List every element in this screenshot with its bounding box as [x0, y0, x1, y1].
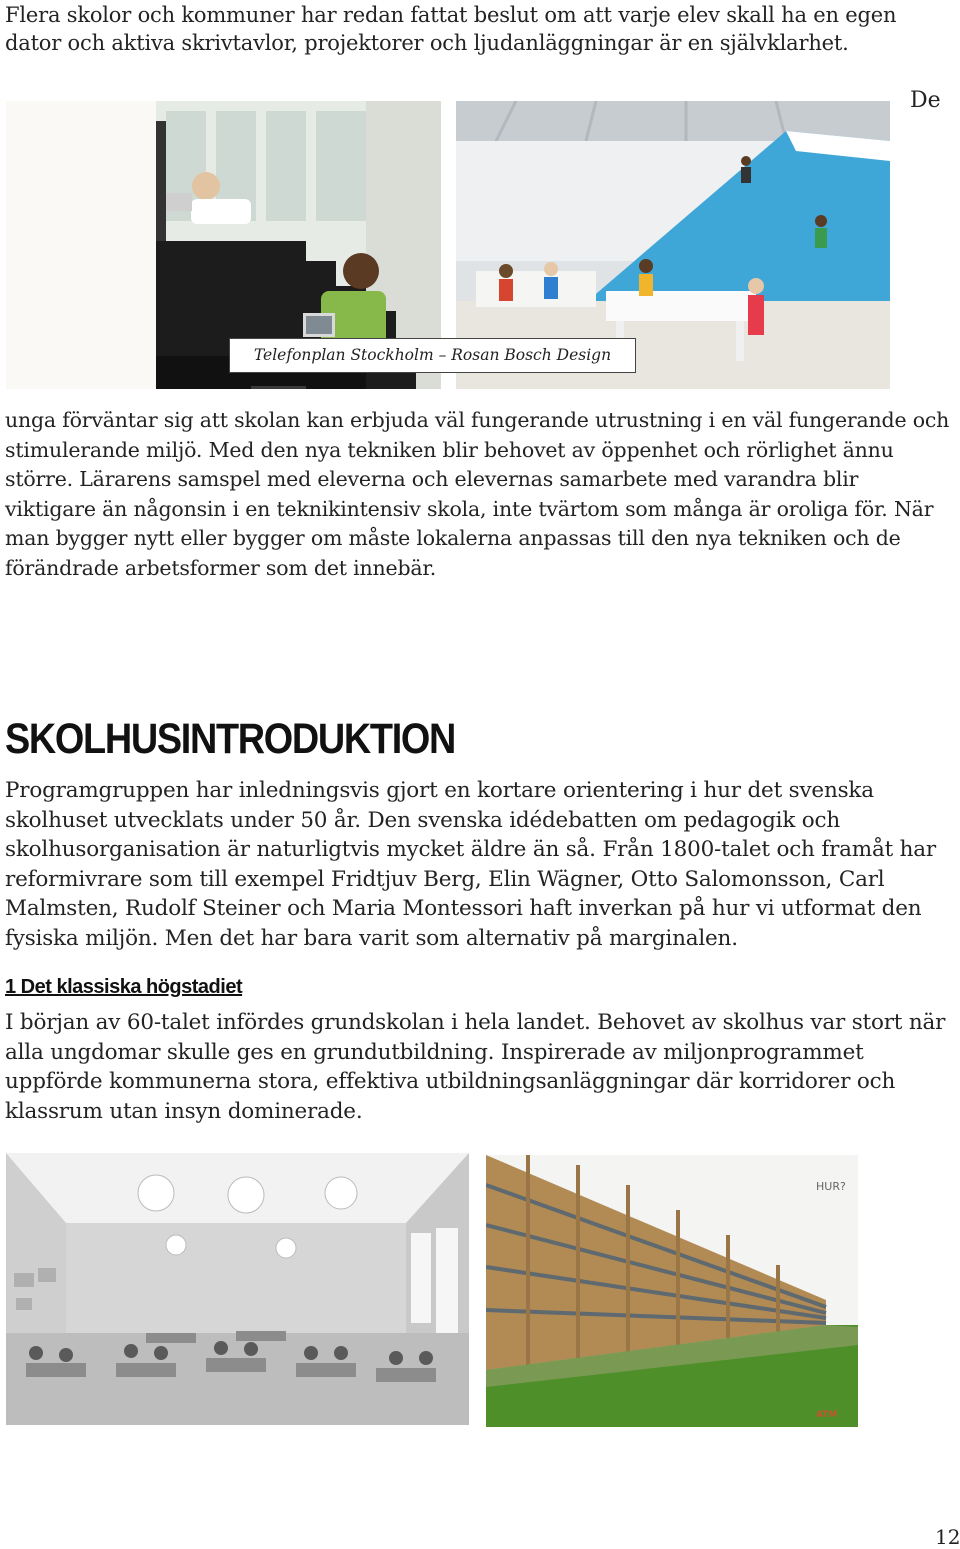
photo-historic-classroom	[6, 1153, 469, 1425]
body-paragraph-2: Programgruppen har inledningsvis gjort en kortare orientering i hur det svenska skolhuset utvecklats under 50 år. Den svenska idédebatten om pedagogik och skolhusorganisation är naturligtvis mycket äldre än så. Från 1800-talet och framåt har reformivrare som till exempel Fridtjuv Berg, Elin Wägner, Otto Salomonsson, Carl Malmsten, Rudolf Steiner och Maria Montessori haft inverkan på hur vi utformat den fysiska miljön. Men det har bara varit som alternativ på marginalen.	[5, 778, 936, 951]
page-number: 12	[935, 1525, 960, 1549]
subsection-heading: 1 Det klassiska högstadiet	[5, 976, 243, 998]
intro-paragraph: Flera skolor och kommuner har redan fattat beslut om att varje elev skall ha en egen dator och aktiva skrivtavlor, projektorer och ljudanläggningar är en självklarhet.	[5, 3, 897, 55]
section-heading: SKOLHUSINTRODUKTION	[5, 715, 456, 763]
body-paragraph-1: unga förväntar sig att skolan kan erbjuda väl fungerande utrustning i en väl fungerande och stimulerande miljö. Med den nya tekniken blir behovet av öppenhet och rörlighet ännu större. Lärarens samspel med eleverna och elevernas samarbete med varandra blir viktigare än någonsin i en teknikintensiv skola, inte tvärtom som många är oroliga för. När man bygger nytt eller bygger om måste lokalerna anpassas till den nya tekniken och de förändrade arbetsformer som det innebär.	[5, 408, 950, 580]
photo-school-building	[486, 1155, 858, 1427]
photo-logo: ATM	[816, 1410, 838, 1420]
body-paragraph-3: I början av 60-talet infördes grundskolan i hela landet. Behovet av skolhus var stort när alla ungdomar skulle ges en grundutbildning. Inspirerade av miljonprogrammet uppförde kommunerna stora, effektiva utbildningsanläggningar där korridorer och klassrum utan insyn dominerade.	[5, 1010, 946, 1124]
text-fragment: De	[910, 88, 941, 113]
photo-caption: Telefonplan Stockholm – Rosan Bosch Design	[229, 338, 636, 373]
photo-annotation: HUR?	[816, 1180, 846, 1193]
